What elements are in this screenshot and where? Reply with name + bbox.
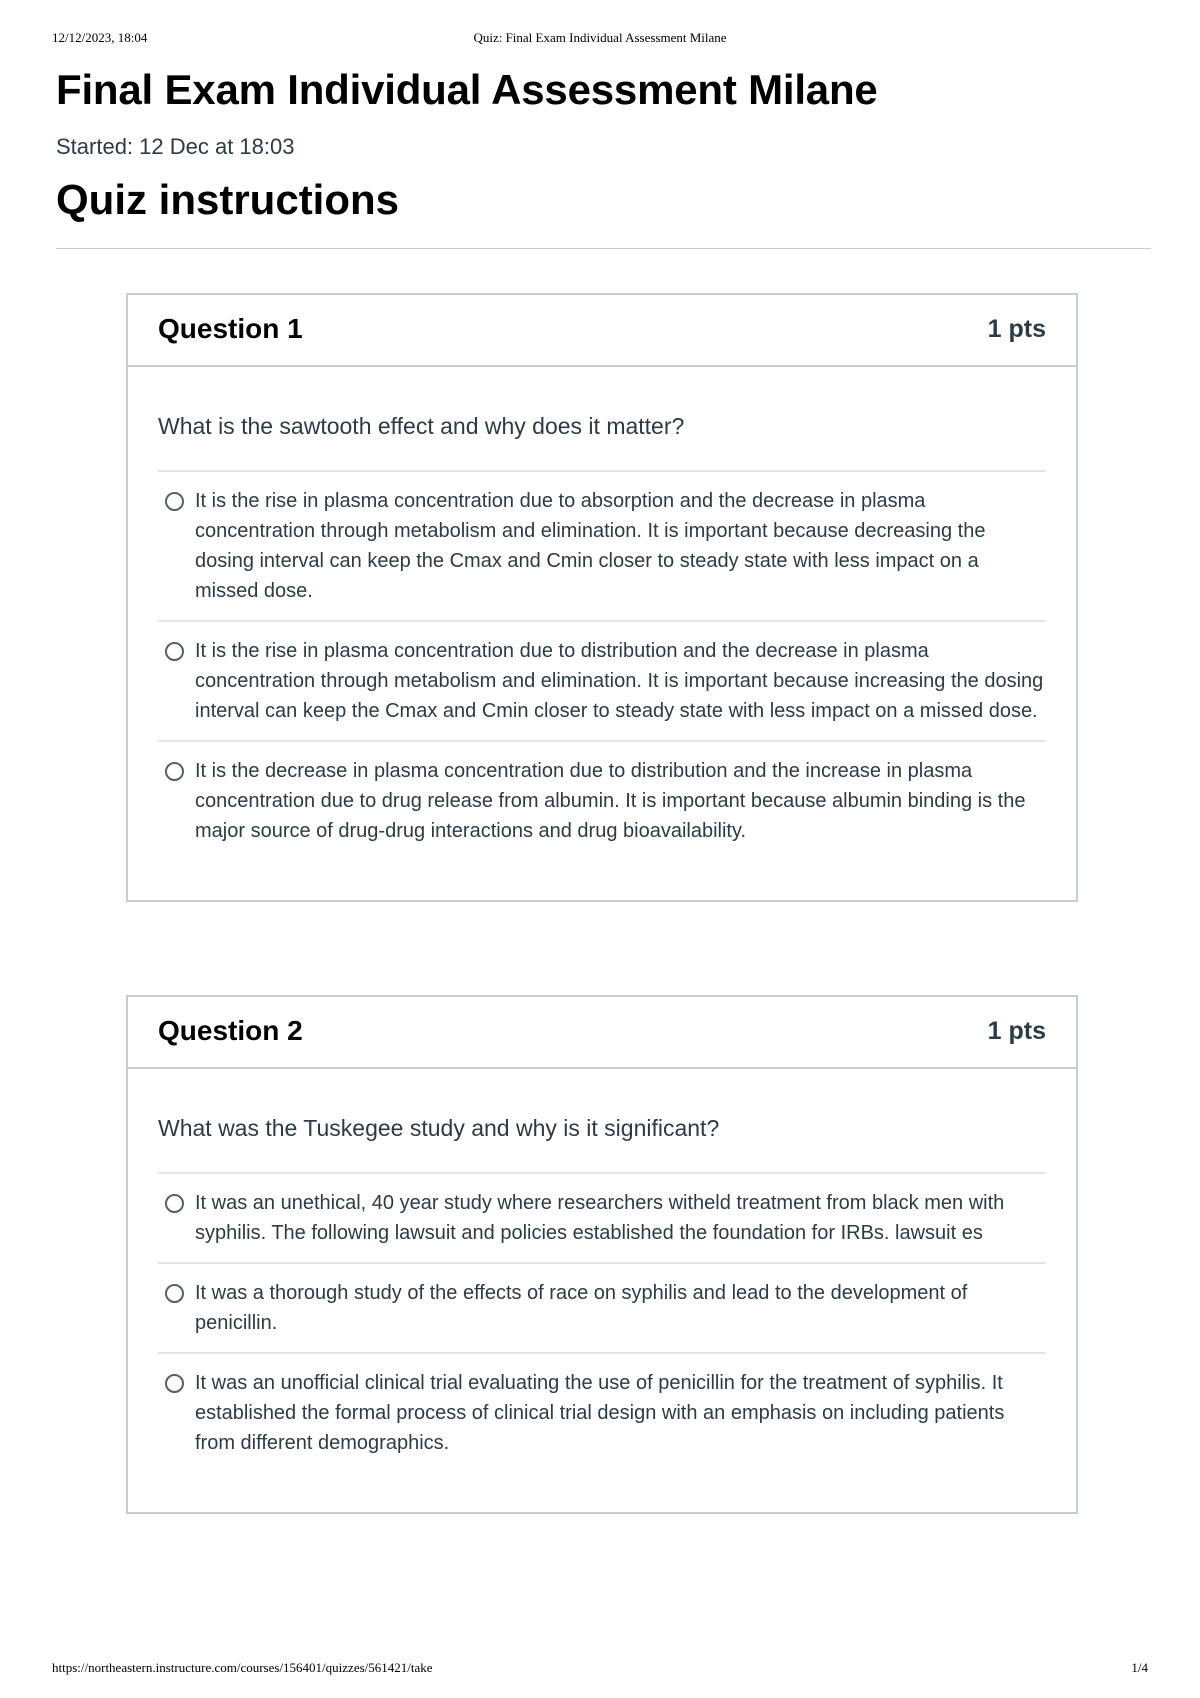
question-points: 1 pts bbox=[987, 315, 1046, 343]
print-header bbox=[52, 30, 1148, 50]
quiz-instructions-heading: Quiz instructions bbox=[56, 176, 400, 223]
answer-label: It was an unofficial clinical trial evaluating the use of penicillin for the treatment of syphilis. It established the formal process of clinical trial design with an emphasis on including patients from different demographics. bbox=[195, 1372, 1005, 1454]
question-header bbox=[128, 997, 1076, 1069]
question-card-1 bbox=[126, 293, 1078, 902]
question-body bbox=[128, 1069, 1076, 1512]
radio-button-icon[interactable] bbox=[165, 492, 184, 511]
answer-option[interactable] bbox=[158, 742, 1046, 860]
question-text: What is the sawtooth effect and why does it matter? bbox=[158, 413, 685, 439]
question-title: Question 1 bbox=[158, 313, 303, 344]
question-text: What was the Tuskegee study and why is it significant? bbox=[158, 1115, 720, 1141]
radio-button-icon[interactable] bbox=[165, 762, 184, 781]
answer-label: It is the rise in plasma concentration due to absorption and the decrease in plasma concentration through metabolism and elimination. It is important because decreasing the dosing interval can keep the Cmax and Cmin closer to steady state with less impact on a missed dose. bbox=[195, 490, 986, 602]
print-page-number: 1/4 bbox=[1131, 1660, 1148, 1675]
radio-button-icon[interactable] bbox=[165, 1194, 184, 1213]
answer-label: It was a thorough study of the effects of race on syphilis and lead to the development of penicillin. bbox=[195, 1282, 968, 1334]
page-title: Final Exam Individual Assessment Milane bbox=[56, 66, 878, 113]
answer-list bbox=[158, 1172, 1046, 1472]
started-timestamp: Started: 12 Dec at 18:03 bbox=[56, 134, 295, 159]
print-date: 12/12/2023, 18:04 bbox=[52, 30, 148, 45]
question-points: 1 pts bbox=[987, 1017, 1046, 1045]
answer-option[interactable] bbox=[158, 1174, 1046, 1264]
answer-option[interactable] bbox=[158, 472, 1046, 622]
question-card-2 bbox=[126, 995, 1078, 1514]
radio-button-icon[interactable] bbox=[165, 1374, 184, 1393]
radio-button-icon[interactable] bbox=[165, 642, 184, 661]
answer-label: It was an unethical, 40 year study where researchers witheld treatment from black men with syphilis. The following lawsuit and policies established the foundation for IRBs. lawsuit es bbox=[195, 1192, 1005, 1244]
question-header bbox=[128, 295, 1076, 367]
answer-option[interactable] bbox=[158, 622, 1046, 742]
radio-button-icon[interactable] bbox=[165, 1284, 184, 1303]
answer-label: It is the rise in plasma concentration due to distribution and the decrease in plasma concentration through metabolism and elimination. It is important because increasing the dosing interval can keep the Cmax and Cmin closer to steady state with less impact on a missed dose. bbox=[195, 640, 1044, 722]
header-divider bbox=[56, 248, 1151, 249]
question-title: Question 2 bbox=[158, 1015, 303, 1046]
answer-option[interactable] bbox=[158, 1264, 1046, 1354]
print-document-title: Quiz: Final Exam Individual Assessment Milane bbox=[473, 30, 727, 45]
print-url: https://northeastern.instructure.com/courses/156401/quizzes/561421/take bbox=[52, 1660, 433, 1675]
answer-option[interactable] bbox=[158, 1354, 1046, 1472]
question-body bbox=[128, 367, 1076, 900]
answer-list bbox=[158, 470, 1046, 860]
answer-label: It is the decrease in plasma concentration due to distribution and the increase in plasma concentration due to drug release from albumin. It is important because albumin binding is the major source of drug-drug interactions and drug bioavailability. bbox=[195, 760, 1026, 842]
